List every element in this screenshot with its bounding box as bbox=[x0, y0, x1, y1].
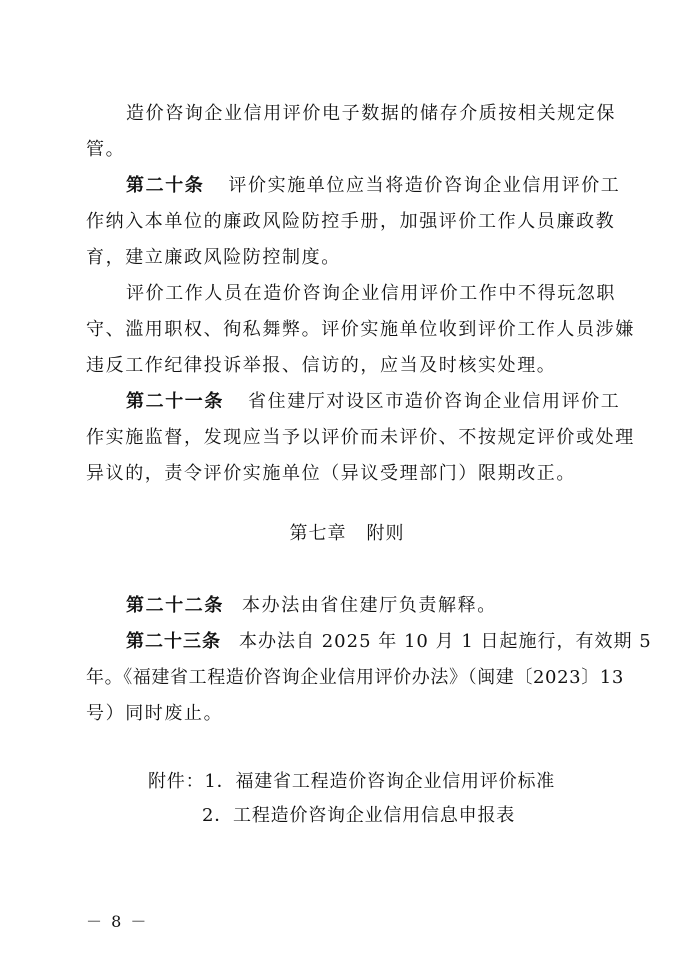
chapter-title: 附则 bbox=[366, 523, 405, 544]
paragraph-line: 管。 bbox=[86, 139, 126, 160]
attachment-item-1: 1．福建省工程造价咨询企业信用评价标准 bbox=[204, 771, 556, 792]
paragraph-line: 违反工作纪律投诉举报、信访的，应当及时核实处理。 bbox=[86, 355, 557, 376]
article-20-text: 评价实施单位应当将造价咨询企业信用评价工 bbox=[228, 175, 621, 196]
paragraph-line: 异议的，责令评价实施单位（异议受理部门）限期改正。 bbox=[86, 463, 576, 484]
article-20-label: 第二十条 bbox=[126, 175, 205, 196]
article-22-label: 第二十二条 bbox=[126, 595, 224, 616]
article-21-line bbox=[126, 390, 620, 414]
paragraph-line: 年。《福建省工程造价咨询企业信用评价办法》（闽建〔2023〕13 bbox=[86, 667, 624, 688]
paragraph-line: 造价咨询企业信用评价电子数据的储存介质按相关规定保 bbox=[126, 103, 616, 124]
article-21-label: 第二十一条 bbox=[126, 391, 224, 412]
paragraph-line: 作纳入本单位的廉政风险防控手册，加强评价工作人员廉政教 bbox=[86, 211, 616, 232]
attachment-item-2: 2．工程造价咨询企业信用信息申报表 bbox=[202, 805, 516, 826]
paragraph-line: 守、滥用职权、徇私舞弊。评价实施单位收到评价工作人员涉嫌 bbox=[86, 319, 635, 340]
article-20-line bbox=[126, 174, 620, 198]
article-23-line bbox=[126, 630, 652, 654]
page-number: － 8 － bbox=[86, 912, 149, 931]
attachment-line-1 bbox=[148, 770, 555, 794]
chapter-heading bbox=[0, 522, 694, 546]
paragraph-line: 号）同时废止。 bbox=[86, 703, 224, 724]
attachment-label: 附件： bbox=[148, 771, 205, 792]
paragraph-line: 作实施监督，发现应当予以评价而未评价、不按规定评价或处理 bbox=[86, 427, 635, 448]
paragraph-line: 育，建立廉政风险防控制度。 bbox=[86, 247, 341, 268]
paragraph-line: 评价工作人员在造价咨询企业信用评价工作中不得玩忽职 bbox=[126, 283, 616, 304]
chapter-number: 第七章 bbox=[289, 523, 347, 544]
article-23-label: 第二十三条 bbox=[126, 631, 221, 652]
article-21-text: 省住建厅对设区市造价咨询企业信用评价工 bbox=[248, 391, 621, 412]
article-23-text: 本办法自 2025 年 10 月 1 日起施行，有效期 5 bbox=[239, 631, 652, 652]
article-22-line bbox=[126, 594, 497, 618]
article-22-text: 本办法由省住建厅负责解释。 bbox=[242, 595, 497, 616]
